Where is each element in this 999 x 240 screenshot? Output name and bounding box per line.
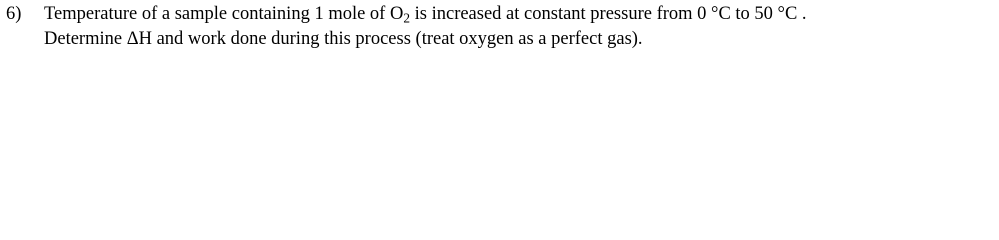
question-text-line-2: Determine ΔH and work done during this process (treat oxygen as a perfect gas). xyxy=(44,29,643,49)
question-text-line-1-end: is increased at constant pressure from 0 °C to 50 °C . xyxy=(410,4,807,24)
oxygen-subscript: 2 xyxy=(403,10,410,26)
question-text-line-1 xyxy=(44,2,807,26)
question-number: 6) xyxy=(6,4,22,24)
question-text-line-1-start: Temperature of a sample containing 1 mole of O xyxy=(44,4,404,24)
